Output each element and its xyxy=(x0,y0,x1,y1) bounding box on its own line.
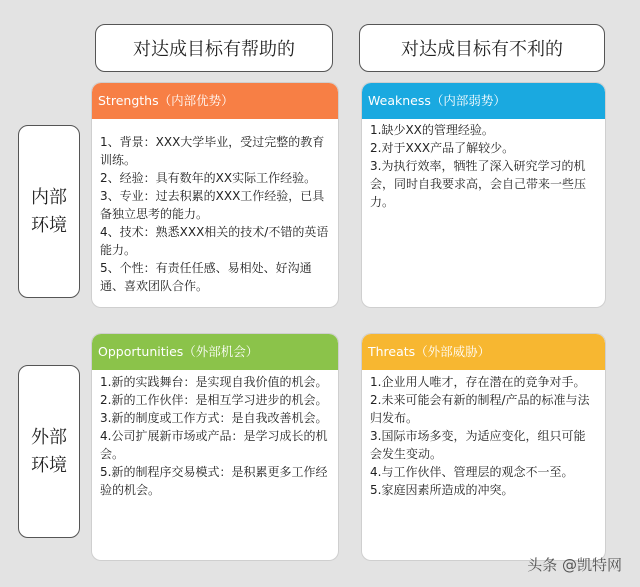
opportunities-title: Opportunities（外部机会） xyxy=(98,344,259,359)
weakness-body xyxy=(362,119,605,217)
weakness-title: Weakness（内部弱势） xyxy=(368,93,506,108)
threats-item: 5.家庭因素所造成的冲突。 xyxy=(370,483,514,497)
strengths-body xyxy=(92,119,338,301)
strengths-item: 5、个性：有责任任感、易相处、好沟通通、喜欢团队合作。 xyxy=(100,261,312,293)
weakness-item: 2.对于XXX产品了解较少。 xyxy=(370,141,515,155)
weakness-item: 3.为执行效率，牺牲了深入研究学习的机会，同时自我要求高，会自己带来一些压力。 xyxy=(370,159,587,209)
strengths-item: 3、专业：过去积累的XXX工作经验，已具备独立思考的能力。 xyxy=(100,189,325,221)
watermark xyxy=(527,554,622,575)
harmful-column-header xyxy=(359,24,605,72)
opportunities-title-bar xyxy=(92,334,338,370)
weakness-item: 1.缺少XX的管理经验。 xyxy=(370,123,494,137)
threats-item: 4.与工作伙伴、管理层的观念不一至。 xyxy=(370,465,574,479)
threats-item: 1.企业用人唯才，存在潜在的竞争对手。 xyxy=(370,375,586,389)
opportunities-item: 4.公司扩展新市场或产品：是学习成长的机会。 xyxy=(100,429,328,461)
opportunities-item: 1.新的实践舞台：是实现自我价值的机会。 xyxy=(100,375,328,389)
threats-item: 2.未来可能会有新的制程/产品的标准与法归发布。 xyxy=(370,393,590,425)
internal-row-header xyxy=(18,125,80,298)
external-row-label: 外部环境 xyxy=(31,426,67,476)
strengths-card xyxy=(92,83,338,307)
threats-item: 3.国际市场多变，为适应变化，组只可能会发生变动。 xyxy=(370,429,586,461)
threats-body xyxy=(362,370,605,505)
strengths-title-bar xyxy=(92,83,338,119)
threats-title-bar xyxy=(362,334,605,370)
weakness-title-bar xyxy=(362,83,605,119)
strengths-item: 4、技术：熟悉XXX相关的技术/不错的英语能力。 xyxy=(100,225,329,257)
weakness-card xyxy=(362,83,605,307)
watermark-text: 头条 @凯特网 xyxy=(527,556,622,574)
harmful-column-label: 对达成目标有不利的 xyxy=(401,39,563,60)
threats-title: Threats（外部威胁） xyxy=(368,344,491,359)
external-row-header xyxy=(18,365,80,538)
opportunities-item: 5.新的制程序交易模式：是积累更多工作经验的机会。 xyxy=(100,465,328,497)
opportunities-item: 2.新的工作伙伴：是相互学习进步的机会。 xyxy=(100,393,328,407)
helpful-column-label: 对达成目标有帮助的 xyxy=(133,39,295,60)
opportunities-card xyxy=(92,334,338,560)
strengths-item: 1、背景：XXX大学毕业，受过完整的教育训练。 xyxy=(100,135,325,167)
threats-card xyxy=(362,334,605,560)
internal-row-label: 内部环境 xyxy=(31,186,67,236)
strengths-title: Strengths（内部优势） xyxy=(98,93,234,108)
strengths-item: 2、经验：具有数年的XX实际工作经验。 xyxy=(100,171,317,185)
helpful-column-header xyxy=(95,24,333,72)
opportunities-item: 3.新的制度或工作方式：是自我改善机会。 xyxy=(100,411,328,425)
opportunities-body xyxy=(92,370,338,505)
